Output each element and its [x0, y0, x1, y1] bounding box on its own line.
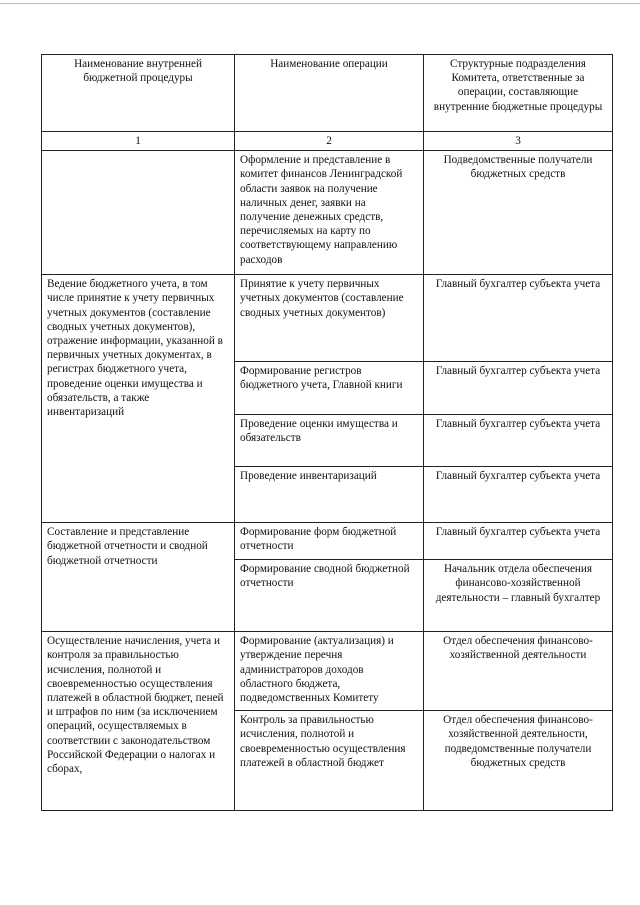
unit-cell: Главный бухгалтер субъекта учета	[424, 362, 613, 415]
operation-cell: Формирование форм бюджетной отчетности	[235, 523, 424, 560]
unit-cell: Главный бухгалтер субъекта учета	[424, 523, 613, 560]
procedure-cell: Ведение бюджетного учета, в том числе принятие к учету первичных учетных документов (составление сводных учетных документов), отражение информации, указанной в первичных учетных документах, в регистрах бюджетного учета, проведение оценки имущества и обязательств, а также инвентаризаций	[42, 275, 235, 523]
unit-cell: Отдел обеспечения финансово-хозяйственной деятельности	[424, 632, 613, 711]
header-procedure: Наименование внутренней бюджетной процедуры	[42, 55, 235, 132]
operation-cell: Формирование регистров бюджетного учета, Главной книги	[235, 362, 424, 415]
column-number-row	[42, 132, 613, 151]
operation-cell: Проведение оценки имущества и обязательств	[235, 415, 424, 467]
operation-cell: Оформление и представление в комитет финансов Ленинградской области заявок на получение наличных денег, заявки на получение денежных средств, перечисляемых на карту по соответствующему направлению расходов	[235, 151, 424, 275]
header-operation: Наименование операции	[235, 55, 424, 132]
table-row	[42, 275, 613, 362]
unit-cell: Главный бухгалтер субъекта учета	[424, 275, 613, 362]
procedure-cell: Составление и представление бюджетной отчетности и сводной бюджетной отчетности	[42, 523, 235, 632]
scan-edge-line	[0, 3, 640, 4]
unit-cell: Подведомственные получатели бюджетных средств	[424, 151, 613, 275]
table-row	[42, 632, 613, 711]
procedure-cell: Осуществление начисления, учета и контроля за правильностью исчисления, полнотой и своевременностью осуществления платежей в областной бюджет, пеней и штрафов по ним (за исключением операций, осуществляемых в соответствии с законодательством Российской Федерации о налогах и сборах,	[42, 632, 235, 811]
operation-cell: Принятие к учету первичных учетных документов (составление сводных учетных документов)	[235, 275, 424, 362]
budget-procedures-table	[41, 54, 613, 811]
table-row	[42, 151, 613, 275]
table-header-row	[42, 55, 613, 132]
unit-cell: Отдел обеспечения финансово-хозяйственной деятельности, подведомственные получатели бюджетных средств	[424, 711, 613, 811]
column-number-1: 1	[42, 132, 235, 151]
column-number-2: 2	[235, 132, 424, 151]
unit-cell: Главный бухгалтер субъекта учета	[424, 415, 613, 467]
operation-cell: Проведение инвентаризаций	[235, 467, 424, 523]
unit-cell: Главный бухгалтер субъекта учета	[424, 467, 613, 523]
procedure-cell	[42, 151, 235, 275]
header-unit: Структурные подразделения Комитета, ответственные за операции, составляющие внутренние бюджетные процедуры	[424, 55, 613, 132]
operation-cell: Формирование (актуализация) и утверждение перечня администраторов доходов областного бюджета, подведомственных Комитету	[235, 632, 424, 711]
operation-cell: Контроль за правильностью исчисления, полнотой и своевременностью осуществления платежей в областной бюджет	[235, 711, 424, 811]
unit-cell: Начальник отдела обеспечения финансово-хозяйственной деятельности – главный бухгалтер	[424, 560, 613, 632]
table-row	[42, 523, 613, 560]
operation-cell: Формирование сводной бюджетной отчетности	[235, 560, 424, 632]
column-number-3: 3	[424, 132, 613, 151]
